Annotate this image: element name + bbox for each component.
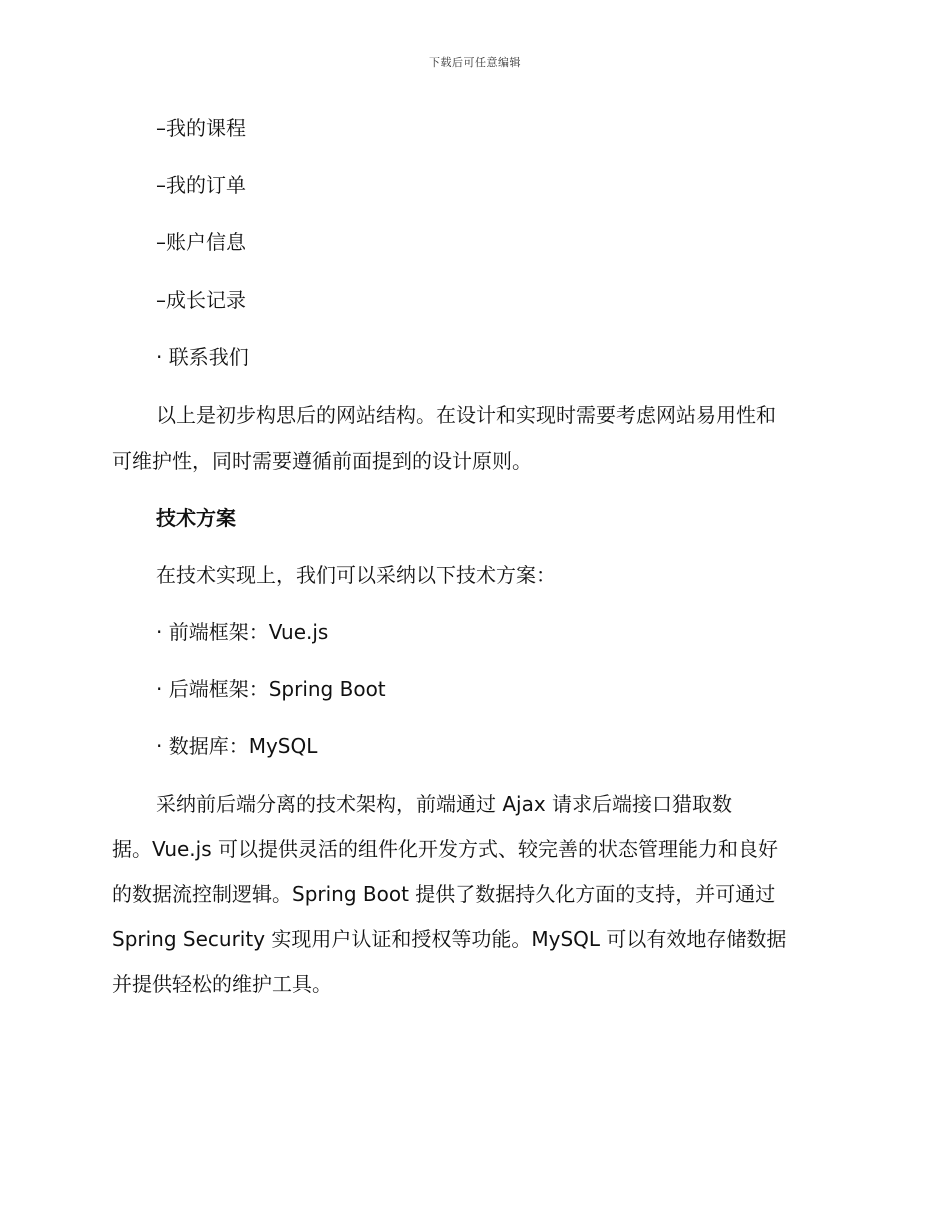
sub-item-my-courses: –我的课程 — [156, 116, 246, 140]
sub-item-my-orders: –我的订单 — [156, 173, 246, 197]
architecture-paragraph-line-2: 据。Vue.js 可以提供灵活的组件化开发方式、较完善的状态管理能力和良好 — [112, 837, 778, 861]
section-heading-tech-plan: 技术方案 — [156, 506, 236, 530]
list-item-contact-us: · 联系我们 — [156, 345, 249, 369]
tech-intro-paragraph: 在技术实现上，我们可以采纳以下技术方案： — [156, 563, 556, 587]
tech-item-database: · 数据库：MySQL — [156, 734, 318, 758]
architecture-paragraph-line-1: 采纳前后端分离的技术架构，前端通过 Ajax 请求后端接口猎取数 — [156, 792, 733, 816]
summary-paragraph-line-2: 可维护性，同时需要遵循前面提到的设计原则。 — [112, 449, 532, 473]
architecture-paragraph-line-4: Spring Security 实现用户认证和授权等功能。MySQL 可以有效地存储数据 — [112, 927, 787, 951]
sub-item-growth-record: –成长记录 — [156, 288, 246, 312]
sub-item-account-info: –账户信息 — [156, 230, 246, 254]
summary-paragraph-line-1: 以上是初步构思后的网站结构。在设计和实现时需要考虑网站易用性和 — [156, 403, 776, 427]
tech-item-frontend: · 前端框架：Vue.js — [156, 620, 329, 644]
architecture-paragraph-line-5: 并提供轻松的维护工具。 — [112, 972, 332, 996]
architecture-paragraph-line-3: 的数据流控制逻辑。Spring Boot 提供了数据持久化方面的支持，并可通过 — [112, 882, 776, 906]
page-header: 下载后可任意编辑 — [429, 56, 521, 69]
tech-item-backend: · 后端框架：Spring Boot — [156, 677, 386, 701]
